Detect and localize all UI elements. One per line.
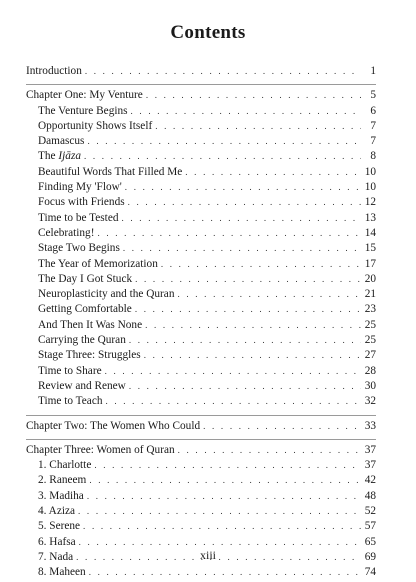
section-divider	[26, 439, 376, 440]
section-divider	[26, 84, 376, 85]
dot-leader	[177, 287, 361, 302]
toc-subentry[interactable]	[26, 287, 376, 302]
dot-leader	[146, 88, 361, 103]
section-divider	[26, 415, 376, 416]
dot-leader	[89, 565, 361, 580]
toc-page-number: 13	[364, 211, 376, 224]
toc-entry-label: Time to be Tested	[38, 211, 119, 224]
toc-page-number: 7	[370, 119, 376, 132]
toc-subentry[interactable]	[26, 394, 376, 409]
toc-entry-label: The Day I Got Stuck	[38, 272, 133, 285]
dot-leader	[105, 364, 361, 379]
toc-page-number: 20	[364, 272, 376, 285]
dot-leader	[129, 379, 361, 394]
toc-page-number: 5	[370, 89, 376, 102]
table-of-contents	[26, 64, 376, 581]
dot-leader	[128, 195, 361, 210]
dot-leader	[125, 180, 361, 195]
toc-page-number: 27	[364, 349, 376, 362]
toc-subentry[interactable]	[26, 241, 376, 256]
toc-subentry[interactable]	[26, 333, 376, 348]
dot-leader	[97, 226, 361, 241]
dot-leader	[78, 504, 361, 519]
toc-subentry[interactable]	[26, 473, 376, 488]
dot-leader	[122, 211, 362, 226]
toc-page-number: 30	[364, 379, 376, 392]
toc-subentry[interactable]	[26, 195, 376, 210]
toc-subentry[interactable]	[26, 565, 376, 580]
dot-leader	[185, 165, 361, 180]
toc-subentry[interactable]	[26, 458, 376, 473]
toc-subentry[interactable]	[26, 149, 376, 164]
dot-leader	[135, 302, 361, 317]
toc-page-number: 32	[364, 395, 376, 408]
toc-entry-label: Carrying the Quran	[38, 334, 126, 347]
dot-leader	[105, 394, 361, 409]
toc-page-number: 8	[370, 150, 376, 163]
toc-page-number: 14	[364, 226, 376, 239]
dot-leader	[123, 241, 361, 256]
toc-entry-label: Chapter Three: Women of Quran	[26, 443, 175, 456]
toc-page-number: 10	[364, 165, 376, 178]
toc-entry-label: Stage Two Begins	[38, 242, 120, 255]
toc-subentry[interactable]	[26, 272, 376, 287]
page-number: xiii	[199, 548, 216, 562]
dot-leader	[87, 489, 361, 504]
toc-entry-label: Celebrating!	[38, 226, 95, 239]
toc-entry-label: Getting Comfortable	[38, 303, 132, 316]
toc-page-number: 52	[364, 505, 376, 518]
dot-leader	[131, 104, 361, 119]
dot-leader	[144, 348, 361, 363]
toc-page-number: 1	[370, 65, 376, 77]
toc-page-number: 12	[364, 196, 376, 209]
dot-leader	[94, 458, 361, 473]
dot-leader	[178, 443, 361, 458]
dot-leader	[203, 419, 361, 434]
toc-entry-label: Time to Teach	[38, 395, 103, 408]
dot-leader	[161, 257, 361, 272]
toc-subentry[interactable]	[26, 180, 376, 195]
toc-subentry[interactable]	[26, 257, 376, 272]
toc-entry-label: The Venture Begins	[38, 104, 128, 117]
toc-subentry[interactable]	[26, 165, 376, 180]
toc-page-number: 7	[370, 135, 376, 148]
toc-entry-label: 6. Hafsa	[38, 535, 76, 548]
toc-entry-label: Beautiful Words That Filled Me	[38, 165, 183, 178]
toc-subentry[interactable]	[26, 119, 376, 134]
toc-page-number: 17	[364, 257, 376, 270]
toc-entry-label: 2. Raneem	[38, 474, 87, 487]
dot-leader	[83, 519, 361, 534]
toc-page-number: 23	[364, 303, 376, 316]
toc-entry-label: 8. Maheen	[38, 566, 86, 579]
toc-page-number: 10	[364, 181, 376, 194]
toc-page-number: 42	[364, 474, 376, 487]
dot-leader	[84, 149, 361, 164]
toc-page-number: 69	[364, 550, 376, 563]
dot-leader	[87, 134, 361, 149]
toc-subentry[interactable]	[26, 379, 376, 394]
toc-subentry[interactable]	[26, 318, 376, 333]
toc-page-number: 65	[364, 535, 376, 548]
toc-entry-label: 5. Serene	[38, 520, 81, 533]
toc-entry-label: Finding My 'Flow'	[38, 181, 122, 194]
toc-subentry[interactable]	[26, 519, 376, 534]
toc-entry-label: Review and Renew	[38, 379, 126, 392]
toc-page-number: 6	[370, 104, 376, 117]
toc-entry-label: Damascus	[38, 135, 85, 148]
toc-page-number: 28	[364, 364, 376, 377]
toc-entry-label: Time to Share	[38, 364, 102, 377]
toc-entry-label: The Year of Memorization	[38, 257, 158, 270]
toc-entry-label: 1. Charlotte	[38, 459, 92, 472]
toc-subentry[interactable]	[26, 348, 376, 363]
toc-page-number: 21	[364, 288, 376, 301]
toc-subentry[interactable]	[26, 226, 376, 241]
toc-page-number: 48	[364, 489, 376, 502]
dot-leader	[129, 333, 361, 348]
toc-page-number: 25	[364, 318, 376, 331]
toc-entry-label: 3. Madiha	[38, 489, 84, 502]
toc-page-number: 37	[364, 459, 376, 472]
toc-subentry[interactable]	[26, 134, 376, 149]
toc-subentry[interactable]	[26, 302, 376, 317]
toc-page-number: 25	[364, 334, 376, 347]
toc-subentry[interactable]	[26, 364, 376, 379]
toc-page-number: 37	[364, 443, 376, 456]
toc-entry-label: Stage Three: Struggles	[38, 349, 141, 362]
toc-subentry[interactable]	[26, 211, 376, 226]
toc-subentry[interactable]	[26, 104, 376, 119]
toc-entry-label: 7. Nada	[38, 550, 74, 563]
toc-page-number: 74	[364, 566, 376, 579]
toc-entry-label: Chapter Two: The Women Who Could	[26, 419, 201, 432]
toc-subentry[interactable]	[26, 489, 376, 504]
toc-page-number: 57	[364, 520, 376, 533]
toc-chapter-entry[interactable]	[26, 88, 376, 103]
dot-leader	[85, 64, 361, 79]
toc-entry-label: Chapter One: My Venture	[26, 89, 143, 102]
page-title: Contents	[170, 22, 246, 43]
toc-entry-label: The Ijāza	[38, 150, 81, 163]
dot-leader	[135, 272, 361, 287]
dot-leader	[155, 119, 361, 134]
toc-chapter-entry[interactable]	[26, 64, 376, 79]
toc-entry-label: 4. Aziza	[38, 505, 76, 518]
toc-entry-label: Focus with Friends	[38, 196, 125, 209]
toc-entry-label: Neuroplasticity and the Quran	[38, 288, 175, 301]
toc-chapter-entry[interactable]	[26, 419, 376, 434]
toc-chapter-entry[interactable]	[26, 443, 376, 458]
toc-subentry[interactable]	[26, 504, 376, 519]
toc-entry-label: And Then It Was None	[38, 318, 143, 331]
toc-page-number: 33	[364, 419, 376, 432]
toc-entry-label: Opportunity Shows Itself	[38, 119, 153, 132]
dot-leader	[145, 318, 361, 333]
toc-page-number: 15	[364, 242, 376, 255]
dot-leader	[89, 473, 361, 488]
toc-entry-label: Introduction	[26, 65, 82, 77]
